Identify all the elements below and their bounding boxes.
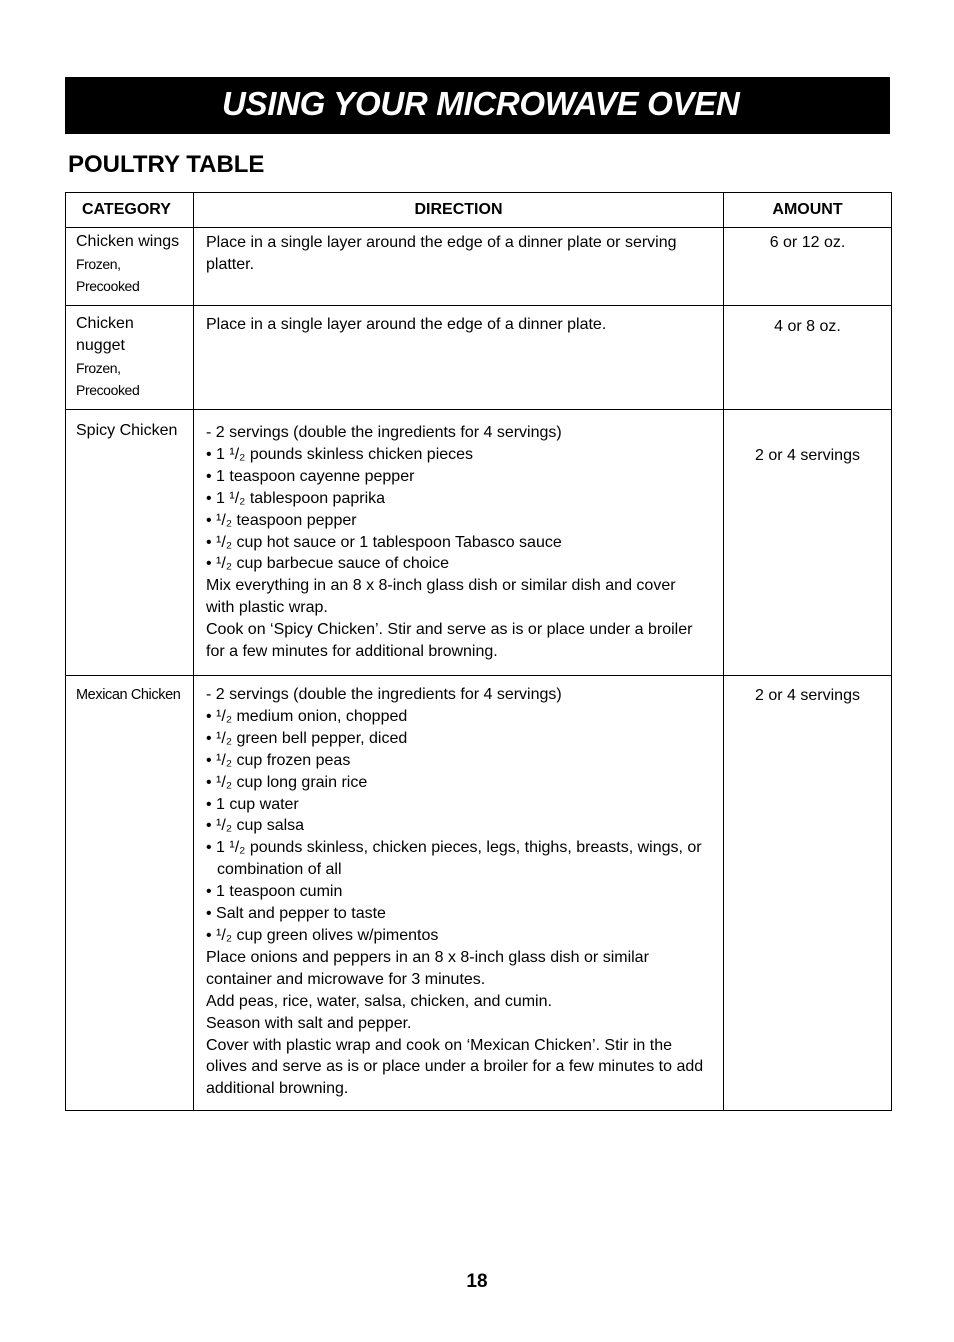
direction-line: Cover with plastic wrap and cook on ‘Mexican Chicken’. Stir in the <box>206 1036 672 1054</box>
direction-line: Season with salt and pepper. <box>206 1014 412 1032</box>
category-cell <box>66 676 194 1111</box>
category-name: Spicy Chicken <box>76 422 178 439</box>
direction-line: Place onions and peppers in an 8 x 8-inch glass dish or similar <box>206 948 649 966</box>
poultry-table <box>65 192 892 1111</box>
direction-line: container and microwave for 3 minutes. <box>206 970 486 988</box>
direction-line: • ¹/₂ cup salsa <box>206 817 305 835</box>
direction-line: Place in a single layer around the edge of a dinner plate or serving <box>206 234 677 251</box>
category-name: Chicken wings <box>76 233 180 250</box>
column-header-category: CATEGORY <box>66 193 194 228</box>
page-number: 18 <box>466 1271 488 1292</box>
direction-line: Mix everything in an 8 x 8-inch glass dish or similar dish and cover <box>206 577 676 595</box>
direction-cell <box>194 676 724 1111</box>
direction-line: with plastic wrap. <box>206 599 328 617</box>
direction-line: • ¹/₂ teaspoon pepper <box>206 511 357 529</box>
direction-line: for a few minutes for additional browning. <box>206 643 498 661</box>
direction-line: • ¹/₂ cup frozen peas <box>206 751 351 769</box>
category-subtitle: Frozen, Precooked <box>76 256 140 294</box>
direction-line: • 1 ¹/₂ tablespoon paprika <box>206 489 386 507</box>
direction-cell <box>194 228 724 306</box>
table-header-row <box>66 193 892 228</box>
page-title: USING YOUR MICROWAVE OVEN <box>222 85 740 122</box>
direction-line: Cook on ‘Spicy Chicken’. Stir and serve as is or place under a broiler <box>206 621 693 639</box>
direction-line: - 2 servings (double the ingredients for 4 servings) <box>206 424 562 441</box>
direction-line: Place in a single layer around the edge of a dinner plate. <box>206 316 607 333</box>
direction-line: • 1 ¹/₂ pounds skinless, chicken pieces, legs, thighs, breasts, wings, or <box>206 839 702 857</box>
table-row <box>66 676 892 1111</box>
column-header-direction: DIRECTION <box>194 193 724 228</box>
direction-line: • ¹/₂ cup hot sauce or 1 tablespoon Tabasco sauce <box>206 533 562 551</box>
direction-line: • ¹/₂ cup green olives w/pimentos <box>206 926 439 944</box>
direction-cell <box>194 306 724 410</box>
category-subtitle: Frozen, Precooked <box>76 360 140 398</box>
amount-value: 6 or 12 oz. <box>769 234 846 251</box>
category-cell <box>66 306 194 410</box>
amount-value: 4 or 8 oz. <box>774 318 841 335</box>
table-row <box>66 306 892 410</box>
amount-value: 2 or 4 servings <box>755 447 860 464</box>
table-row <box>66 410 892 676</box>
category-name: Chicken nugget <box>76 315 134 354</box>
direction-line: • ¹/₂ cup barbecue sauce of choice <box>206 555 450 573</box>
direction-line: olives and serve as is or place under a broiler for a few minutes to add <box>206 1058 704 1076</box>
direction-line: - 2 servings (double the ingredients for 4 servings) <box>206 686 562 703</box>
amount-cell <box>724 676 892 1111</box>
amount-value: 2 or 4 servings <box>755 687 860 704</box>
table-row <box>66 228 892 306</box>
direction-cell <box>194 410 724 676</box>
direction-line: platter. <box>206 255 255 273</box>
direction-line: • ¹/₂ cup long grain rice <box>206 773 368 791</box>
direction-line: • 1 teaspoon cumin <box>206 883 343 901</box>
column-header-amount: AMOUNT <box>724 193 892 228</box>
amount-cell <box>724 306 892 410</box>
direction-line: • Salt and pepper to taste <box>206 905 386 923</box>
direction-line: combination of all <box>217 861 342 879</box>
amount-cell <box>724 410 892 676</box>
direction-line: Add peas, rice, water, salsa, chicken, and cumin. <box>206 992 552 1010</box>
title-banner <box>65 77 890 134</box>
category-cell <box>66 410 194 676</box>
direction-line: additional browning. <box>206 1080 349 1098</box>
amount-cell <box>724 228 892 306</box>
direction-line: • 1 ¹/₂ pounds skinless chicken pieces <box>206 445 474 463</box>
direction-line: • ¹/₂ green bell pepper, diced <box>206 729 408 747</box>
section-heading: POULTRY TABLE <box>68 151 265 178</box>
category-cell <box>66 228 194 306</box>
direction-line: • 1 teaspoon cayenne pepper <box>206 467 415 485</box>
direction-line: • 1 cup water <box>206 795 299 813</box>
direction-line: • ¹/₂ medium onion, chopped <box>206 707 408 725</box>
category-name: Mexican Chicken <box>76 687 181 703</box>
